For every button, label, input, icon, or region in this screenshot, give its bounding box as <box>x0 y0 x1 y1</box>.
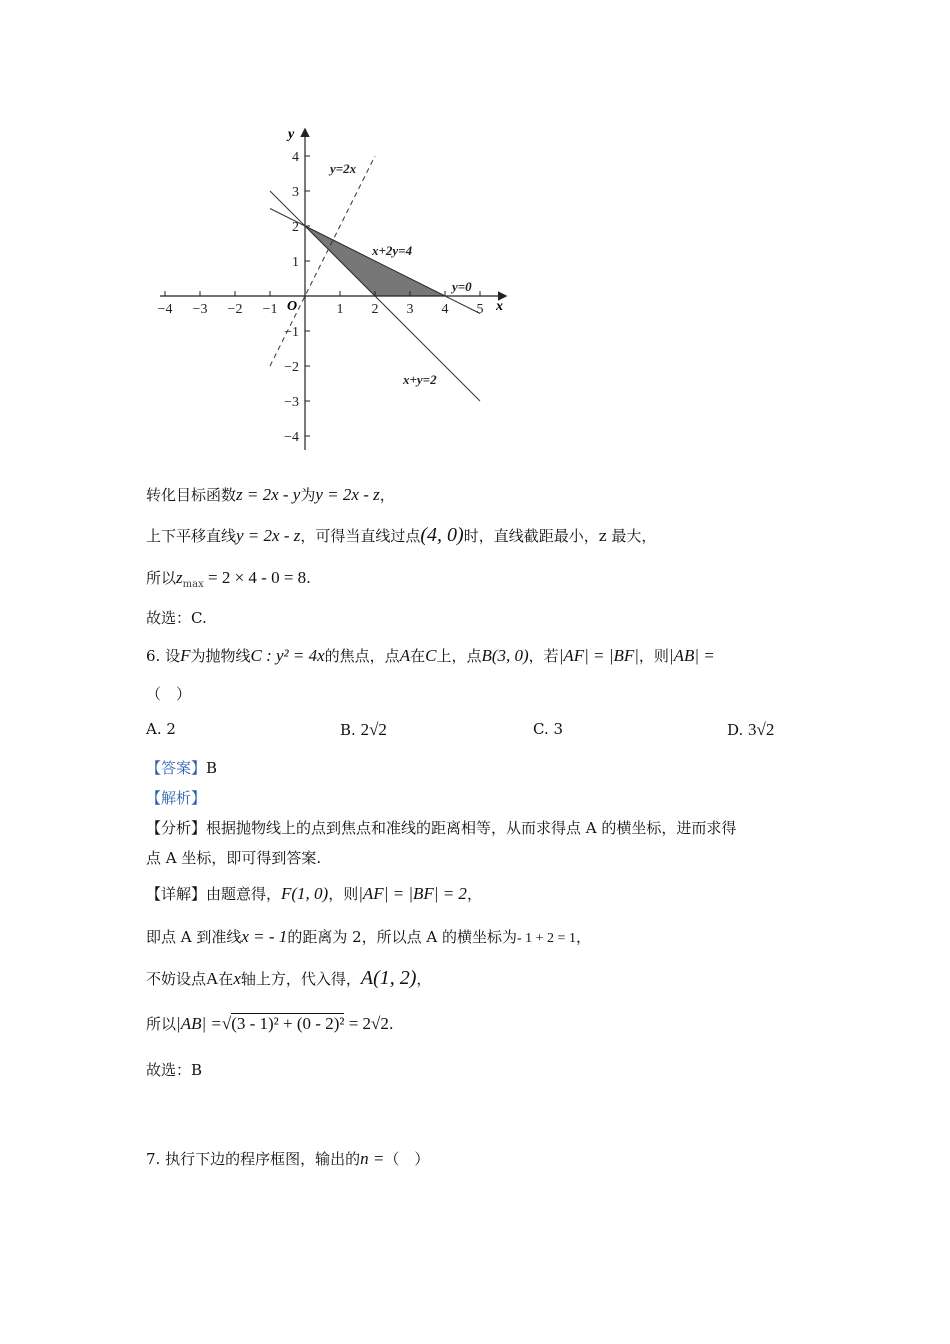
option-d[interactable]: D. 3√2 <box>727 720 775 739</box>
x-tick-label: 4 <box>441 302 449 317</box>
label-y-2x: y=2x <box>330 161 357 176</box>
analysis-fenxi: 【分析】根据抛物线上的点到焦点和准线的距离相等，从而求得点 A 的横坐标，进而求得 <box>146 819 737 837</box>
analysis-tag: 【解析】 <box>146 789 207 807</box>
question-6-paren: （ ） <box>146 685 192 703</box>
y-tick-label: 3 <box>292 185 299 200</box>
label-y-0: y=0 <box>452 279 472 294</box>
line-transform: 转化目标函数z = 2x - y为y = 2x - z， <box>146 485 395 504</box>
y-tick-label: 4 <box>292 150 299 165</box>
option-a[interactable]: A. 2 <box>146 720 176 738</box>
question-6: 6. 设F为抛物线C : y² = 4x的焦点，点A在C上，点B(3, 0)，若|AF| = |BF|，则|AB| = <box>146 646 715 665</box>
line-zmax: 所以$z_{max} = 2 \times 4 - 0 = 8$. <box>146 568 311 590</box>
y-tick-label: −3 <box>284 395 299 410</box>
y-tick-label: 2 <box>292 220 299 235</box>
option-c[interactable]: C. 3 <box>533 720 564 738</box>
detail-line-4: 所以|AB| =√(3 - 1)² + (0 - 2)² = 2√2. <box>146 1014 394 1033</box>
detail-line-2: 即点 A 到准线x = - 1的距离为 2，所以点 A 的横坐标为- 1 + 2 = 1， <box>146 927 591 946</box>
y-tick-label: 1 <box>292 255 299 270</box>
x-tick-label: −3 <box>192 302 208 317</box>
line-choose-c: 故选：C. <box>146 609 207 627</box>
line-x-2y-4 <box>270 209 480 314</box>
detail-line-3: 不妨设点A在x轴上方，代入得，A(1, 2)， <box>146 967 432 989</box>
label-x-y-2: x+y=2 <box>403 372 437 387</box>
line-translate: 上下平移直线y = 2x - z，可得当直线过点(4, 0)时，直线截距最小，z 最大， <box>146 524 657 546</box>
x-tick-label: 2 <box>371 302 379 317</box>
y-tick-label: −2 <box>284 360 299 375</box>
x-tick-label: −4 <box>157 302 173 317</box>
analysis-fenxi-2: 点 A 坐标，即可得到答案. <box>146 849 322 867</box>
question-7: 7. 执行下边的程序框图，输出的n =（ ） <box>146 1149 430 1168</box>
y-tick-label: −1 <box>284 325 299 340</box>
y-tick-label: −4 <box>284 430 299 445</box>
option-b[interactable]: B. 2√2 <box>340 720 387 739</box>
label-x-2y-4: x+2y=4 <box>372 243 413 258</box>
x-tick-label: 3 <box>406 302 414 317</box>
region-figure <box>150 120 520 460</box>
x-tick-label: −2 <box>227 302 243 317</box>
answer-line: 【答案】B <box>146 759 218 777</box>
line-choose-b: 故选：B <box>146 1061 203 1079</box>
detail-line-1: 【详解】由题意得，F(1, 0)，则|AF| = |BF| = 2， <box>146 884 482 903</box>
x-tick-label: 5 <box>476 302 484 317</box>
origin-label: O <box>287 299 298 314</box>
x-tick-label: −1 <box>262 302 278 317</box>
y-axis-label: y <box>288 127 295 142</box>
x-tick-label: 1 <box>336 302 344 317</box>
x-axis-label: x <box>496 299 503 314</box>
